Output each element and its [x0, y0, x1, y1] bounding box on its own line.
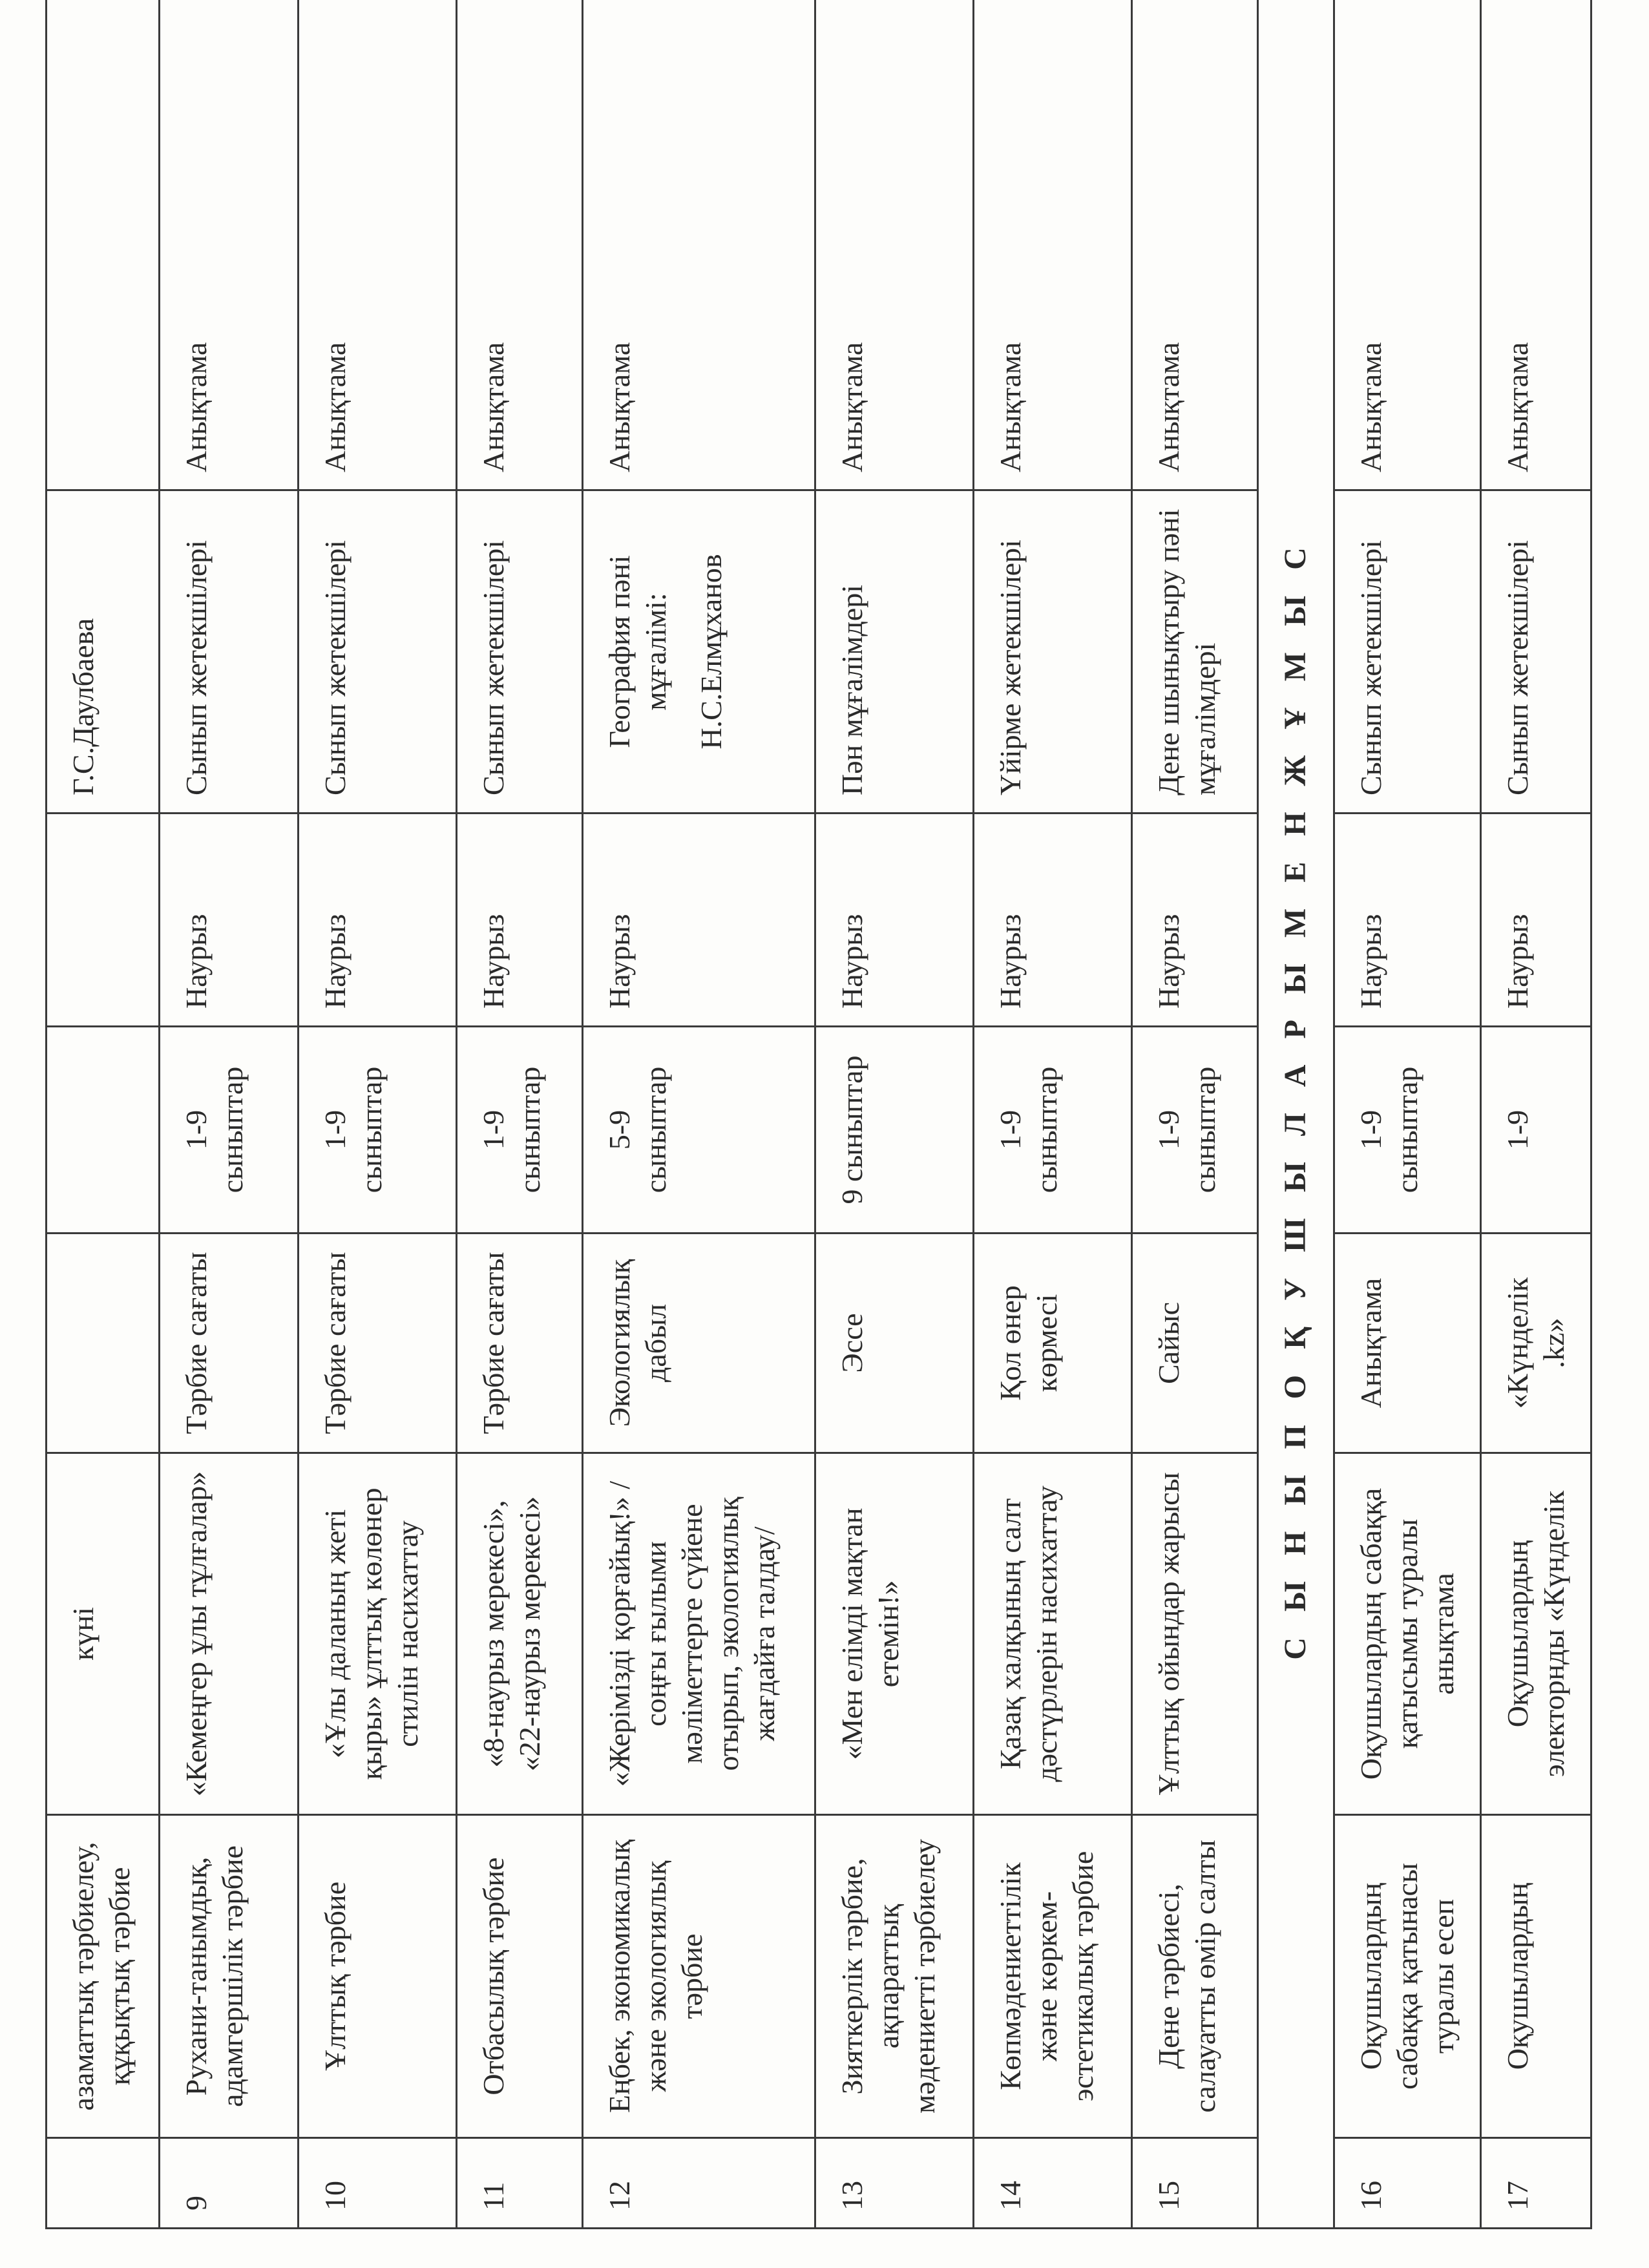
section-title: С Ы Н Ы П О Қ У Ш Ы Л А Р Ы М Е Н Ж Ұ М Ы С	[1258, 0, 1334, 2229]
cell-responsible: Сынып жетекшілері	[299, 490, 457, 814]
cell-date: Наурыз	[160, 814, 299, 1027]
responsible-line: География пәні	[603, 555, 636, 748]
cell-direction: Рухани-танымдық, адамгершілік тәрбие	[160, 1815, 299, 2138]
cell-direction: Еңбек, экономикалық және экологиялық тәрбие	[583, 1815, 815, 2138]
cell-responsible: Үйірме жетекшілері	[974, 490, 1132, 814]
cell-classes: 1-9 сыныптар	[160, 1027, 299, 1234]
cell-form: Тәрбие сағаты	[160, 1234, 299, 1453]
table-row	[457, 0, 583, 2229]
cell-direction: Ұлттық тәрбие	[299, 1815, 457, 2138]
cell-classes: 5-9 сыныптар	[583, 1027, 815, 1234]
cell-direction: Оқушылардың сабаққа қатынасы туралы есеп	[1334, 1815, 1480, 2138]
table-row	[1132, 0, 1258, 2229]
cell-num: 14	[974, 2138, 1132, 2229]
cell-form	[47, 1234, 160, 1453]
cell-topic: «Мен елімді мақтан етемін!»	[815, 1453, 974, 1815]
cell-direction: Оқушылардың	[1480, 1815, 1591, 2138]
cell-topic: Ұлттық ойындар жарысы	[1132, 1453, 1258, 1815]
cell-responsible: Сынып жетекшілері	[457, 490, 583, 814]
section-row	[1258, 0, 1334, 2229]
table-row	[583, 0, 815, 2229]
cell-num: 13	[815, 2138, 974, 2229]
cell-responsible: Г.С.Даулбаева	[47, 490, 160, 814]
cell-form: Экологиялық дабыл	[583, 1234, 815, 1453]
cell-classes: 1-9 сыныптар	[457, 1027, 583, 1234]
cell-result: Анықтама	[1334, 0, 1480, 490]
cell-date: Наурыз	[299, 814, 457, 1027]
table-row	[160, 0, 299, 2229]
cell-classes: 1-9 сыныптар	[974, 1027, 1132, 1234]
cell-date: Наурыз	[974, 814, 1132, 1027]
cell-date: Наурыз	[815, 814, 974, 1027]
cell-responsible: Сынып жетекшілері	[160, 490, 299, 814]
cell-topic: Оқушылардың сабаққа қатысымы туралы анықтама	[1334, 1453, 1480, 1815]
cell-direction: Дене тәрбиесі, салауатты өмір салты	[1132, 1815, 1258, 2138]
cell-date: Наурыз	[1132, 814, 1258, 1027]
cell-topic: Қазақ халқының салт дәстүрлерін насихаттау	[974, 1453, 1132, 1815]
responsible-line: мұғалімі:	[639, 593, 673, 711]
cell-form: Тәрбие сағаты	[457, 1234, 583, 1453]
cell-result: Анықтама	[1480, 0, 1591, 490]
cell-responsible: Пән мұғалімдері	[815, 490, 974, 814]
cell-form: Тәрбие сағаты	[299, 1234, 457, 1453]
table-row	[1334, 0, 1480, 2229]
cell-direction: Отбасылық тәрбие	[457, 1815, 583, 2138]
cell-date: Наурыз	[457, 814, 583, 1027]
cell-form: Эссе	[815, 1234, 974, 1453]
cell-topic: «Жерімізді қорғайық!» /соңғы ғылыми мәліметтерге сүйене отырып, экологиялық жағдайға талдау/	[583, 1453, 815, 1815]
cell-direction: азаматтық тәрбиелеу, құқықтық тәрбие	[47, 1815, 160, 2138]
cell-result: Анықтама	[974, 0, 1132, 490]
plan-table	[45, 0, 1592, 2229]
cell-topic: «Ұлы даланың жеті қыры» ұлттық көлөнер стилін насихаттау	[299, 1453, 457, 1815]
cell-num: 11	[457, 2138, 583, 2229]
cell-num: 15	[1132, 2138, 1258, 2229]
cell-num	[47, 2138, 160, 2229]
cell-topic: «Кемеңгер ұлы тұлғалар»	[160, 1453, 299, 1815]
cell-result: Анықтама	[457, 0, 583, 490]
cell-date: Наурыз	[1334, 814, 1480, 1027]
cell-topic: күні	[47, 1453, 160, 1815]
cell-date	[47, 814, 160, 1027]
table-row	[974, 0, 1132, 2229]
cell-classes	[47, 1027, 160, 1234]
cell-date: Наурыз	[583, 814, 815, 1027]
table-row	[815, 0, 974, 2229]
table-row-top	[47, 0, 160, 2229]
cell-num: 12	[583, 2138, 815, 2229]
cell-form: Сайыс	[1132, 1234, 1258, 1453]
cell-responsible: Сынып жетекшілері	[1480, 490, 1591, 814]
cell-num: 17	[1480, 2138, 1591, 2229]
cell-num: 9	[160, 2138, 299, 2229]
cell-result: Анықтама	[160, 0, 299, 490]
responsible-line: Н.С.Елмұханов	[695, 554, 728, 750]
cell-result: Анықтама	[583, 0, 815, 490]
cell-num: 10	[299, 2138, 457, 2229]
cell-result: Анықтама	[1132, 0, 1258, 490]
cell-classes: 9 сыныптар	[815, 1027, 974, 1234]
cell-classes: 1-9 сыныптар	[1132, 1027, 1258, 1234]
cell-topic: Оқушылардың электорнды «Күнделік	[1480, 1453, 1591, 1815]
cell-date: Наурыз	[1480, 814, 1591, 1027]
cell-responsible: Дене шынықтыру пәні мұғалімдері	[1132, 490, 1258, 814]
cell-classes: 1-9 сыныптар	[1334, 1027, 1480, 1234]
cell-direction: Көпмәдениеттілік және көркем-эстетикалық тәрбие	[974, 1815, 1132, 2138]
cell-form: «Күнделік .kz»	[1480, 1234, 1591, 1453]
cell-result	[47, 0, 160, 490]
cell-num: 16	[1334, 2138, 1480, 2229]
cell-responsible	[583, 490, 815, 814]
cell-topic: «8-наурыз мерекесі», «22-наурыз мерекесі»	[457, 1453, 583, 1815]
table-row	[299, 0, 457, 2229]
cell-classes: 1-9 сыныптар	[299, 1027, 457, 1234]
cell-direction: Зияткерлік тәрбие, ақпараттық мәдениетті тәрбиелеу	[815, 1815, 974, 2138]
table-row	[1480, 0, 1591, 2229]
cell-responsible: Сынып жетекшілері	[1334, 490, 1480, 814]
cell-result: Анықтама	[815, 0, 974, 490]
cell-classes: 1-9	[1480, 1027, 1591, 1234]
cell-form: Анықтама	[1334, 1234, 1480, 1453]
cell-form: Қол өнер көрмесі	[974, 1234, 1132, 1453]
cell-result: Анықтама	[299, 0, 457, 490]
